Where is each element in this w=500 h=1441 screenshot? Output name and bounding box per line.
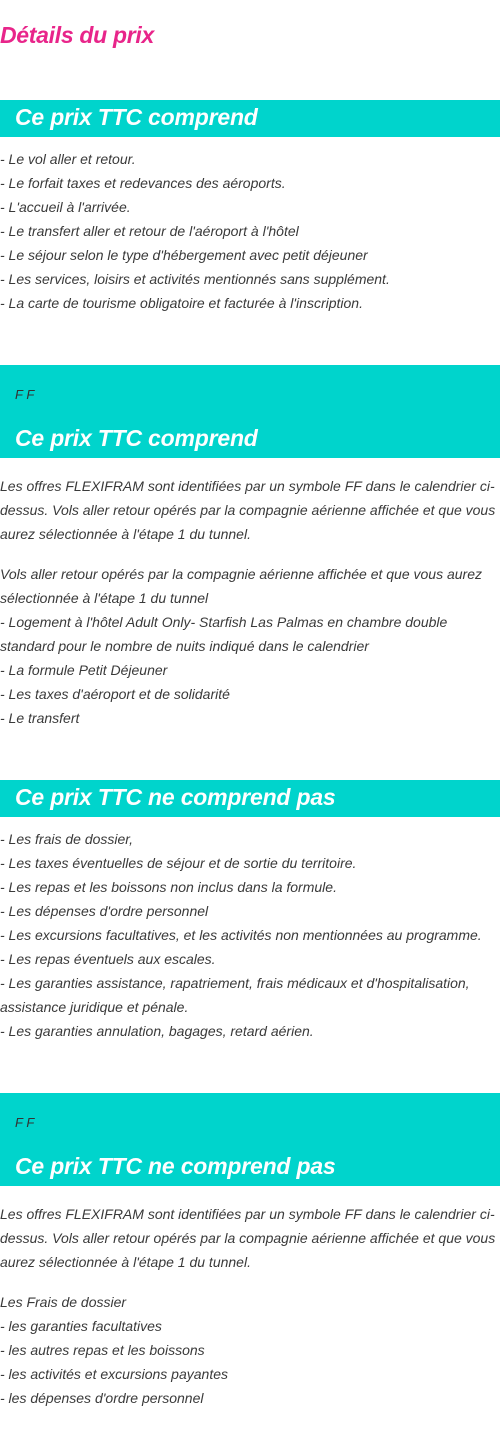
list-item: - Les excursions facultatives, et les activités non mentionnées au programme. — [0, 927, 482, 943]
ff-intro-paragraph: Les offres FLEXIFRAM sont identifiées par un symbole FF dans le calendrier ci-dessus. Vols aller retour opérés par la compagnie aérienne affichée et que vous aurez sélectionnée à l'étape 1 du tunnel. — [0, 478, 496, 542]
included-list — [0, 147, 500, 315]
list-item: - les autres repas et les boissons — [0, 1342, 205, 1358]
list-item: - Les dépenses d'ordre personnel — [0, 903, 209, 919]
list-item: - les dépenses d'ordre personnel — [0, 1390, 204, 1406]
not-included-list — [0, 827, 500, 1043]
section-header-included-ff — [0, 365, 500, 458]
list-item: - Les services, loisirs et activités mentionnés sans supplément. — [0, 271, 390, 287]
list-item: - Les frais de dossier, — [0, 831, 134, 847]
section-header-not-included-ff — [0, 1093, 500, 1186]
section-header-included — [0, 100, 500, 137]
list-item: - Le vol aller et retour. — [0, 151, 136, 167]
ff-intro-paragraph: Les offres FLEXIFRAM sont identifiées par un symbole FF dans le calendrier ci-dessus. Vols aller retour opérés par la compagnie aérienne affichée et que vous aurez sélectionnée à l'étape 1 du tunnel. — [0, 1206, 496, 1270]
list-item: - Les garanties annulation, bagages, retard aérien. — [0, 1023, 314, 1039]
list-item: - La formule Petit Déjeuner — [0, 662, 168, 678]
section-title: Ce prix TTC comprend — [15, 425, 258, 451]
list-item: Vols aller retour opérés par la compagnie aérienne affichée et que vous aurez — [0, 566, 482, 582]
list-item: standard pour le nombre de nuits indiqué dans le calendrier — [0, 638, 369, 654]
list-item: - Logement à l'hôtel Adult Only- Starfish Las Palmas en chambre double — [0, 614, 448, 630]
list-item: - Les garanties assistance, rapatriement, frais médicaux et d'hospitalisation, — [0, 975, 470, 991]
list-item: - Les taxes d'aéroport et de solidarité — [0, 686, 230, 702]
list-item: - La carte de tourisme obligatoire et facturée à l'inscription. — [0, 295, 363, 311]
list-item: - Les repas et les boissons non inclus dans la formule. — [0, 879, 337, 895]
ff-tag: F F — [15, 1115, 35, 1130]
list-item: Les Frais de dossier — [0, 1294, 127, 1310]
section-title: Ce prix TTC comprend — [15, 104, 258, 130]
list-item: sélectionnée à l'étape 1 du tunnel — [0, 590, 209, 606]
included-ff-list — [0, 562, 500, 730]
section-header-not-included — [0, 780, 500, 817]
list-item: - Le séjour selon le type d'hébergement avec petit déjeuner — [0, 247, 368, 263]
section-title: Ce prix TTC ne comprend pas — [15, 784, 336, 810]
ff-tag: F F — [15, 387, 35, 402]
list-item: assistance juridique et pénale. — [0, 999, 189, 1015]
list-item: - Les taxes éventuelles de séjour et de sortie du territoire. — [0, 855, 357, 871]
not-included-ff-list — [0, 1290, 500, 1410]
list-item: - les garanties facultatives — [0, 1318, 162, 1334]
list-item: - Le transfert aller et retour de l'aéroport à l'hôtel — [0, 223, 299, 239]
list-item: - Le transfert — [0, 710, 80, 726]
section-title: Ce prix TTC ne comprend pas — [15, 1153, 336, 1179]
list-item: - Le forfait taxes et redevances des aéroports. — [0, 175, 286, 191]
page-title: Détails du prix — [0, 22, 154, 48]
list-item: - les activités et excursions payantes — [0, 1366, 228, 1382]
list-item: - L'accueil à l'arrivée. — [0, 199, 131, 215]
list-item: - Les repas éventuels aux escales. — [0, 951, 216, 967]
